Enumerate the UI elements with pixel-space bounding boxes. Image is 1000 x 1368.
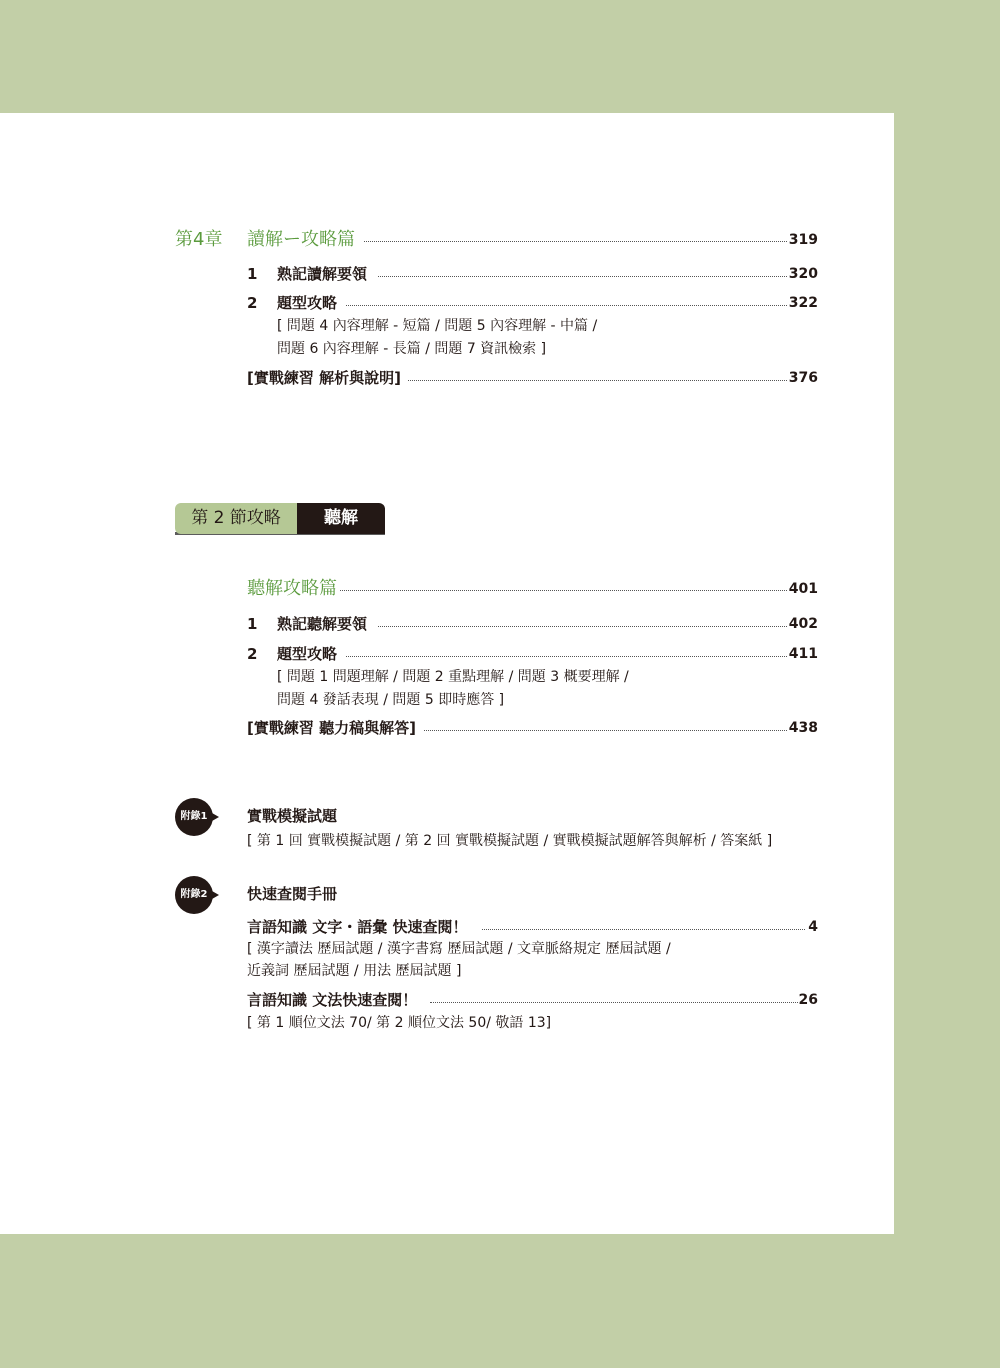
dot-leader [424, 730, 787, 731]
section-label: 第 2 節攻略 [175, 503, 297, 534]
dot-leader [378, 626, 787, 627]
dot-leader [364, 241, 787, 242]
dot-leader [346, 305, 787, 306]
appendix-title: 實戰模擬試題 [247, 807, 338, 825]
item-subtopics: 問題 4 發話表現 / 問題 5 即時應答 ] [277, 692, 505, 708]
item-title: 熟記聽解要領 [277, 615, 368, 633]
appendix-title: 快速查閱手冊 [247, 885, 338, 903]
dot-leader [430, 1002, 798, 1003]
item-number: 1 [247, 265, 258, 283]
page-number: 376 [788, 370, 818, 386]
item-title: 題型攻略 [277, 645, 338, 663]
item-number: 2 [247, 294, 258, 312]
section-header-bar [175, 503, 385, 534]
dot-leader [378, 276, 787, 277]
dot-leader [346, 656, 787, 657]
entry-title: 言語知識 文字・語彙 快速查閱！ [247, 918, 468, 936]
dot-leader [408, 380, 787, 381]
item-title: 熟記讀解要領 [277, 265, 368, 283]
entry-subtopics: [ 第 1 順位文法 70/ 第 2 順位文法 50/ 敬語 13] [247, 1015, 552, 1031]
page-number: 322 [788, 295, 818, 311]
page-number: 320 [788, 266, 818, 282]
practice-title: [實戰練習 聽力稿與解答] [247, 719, 416, 737]
chapter-title: 讀解ー攻略篇 [247, 229, 355, 250]
appendix-badge: 附錄1 [175, 798, 213, 836]
item-number: 2 [247, 645, 258, 663]
item-title: 題型攻略 [277, 294, 338, 312]
entry-subtopics: [ 漢字讀法 歷屆試題 / 漢字書寫 歷屆試題 / 文章脈絡規定 歷屆試題 / [247, 941, 671, 957]
item-subtopics: [ 問題 4 內容理解 - 短篇 / 問題 5 內容理解 - 中篇 / [277, 318, 598, 334]
entry-title: 言語知識 文法快速查閱！ [247, 991, 418, 1009]
appendix-badge: 附錄2 [175, 876, 213, 914]
dot-leader [482, 929, 805, 930]
page-number: 4 [808, 919, 818, 935]
page-number: 401 [788, 581, 818, 597]
chapter-label: 第4章 [175, 229, 223, 250]
page-number: 319 [788, 232, 818, 248]
section-topic: 聽解 [297, 503, 385, 534]
practice-title: [實戰練習 解析與說明] [247, 369, 401, 387]
page-number: 26 [798, 992, 818, 1008]
appendix-subtopics: [ 第 1 回 實戰模擬試題 / 第 2 回 實戰模擬試題 / 實戰模擬試題解答與解析 / 答案紙 ] [247, 833, 773, 849]
entry-subtopics: 近義詞 歷屆試題 / 用法 歷屆試題 ] [247, 963, 462, 979]
page-number: 438 [788, 720, 818, 736]
chapter-title: 聽解攻略篇 [247, 578, 337, 599]
item-subtopics: [ 問題 1 問題理解 / 問題 2 重點理解 / 問題 3 概要理解 / [277, 669, 629, 685]
page-number: 411 [788, 646, 818, 662]
dot-leader [340, 590, 787, 591]
page-number: 402 [788, 616, 818, 632]
item-number: 1 [247, 615, 258, 633]
item-subtopics: 問題 6 內容理解 - 長篇 / 問題 7 資訊檢索 ] [277, 341, 547, 357]
